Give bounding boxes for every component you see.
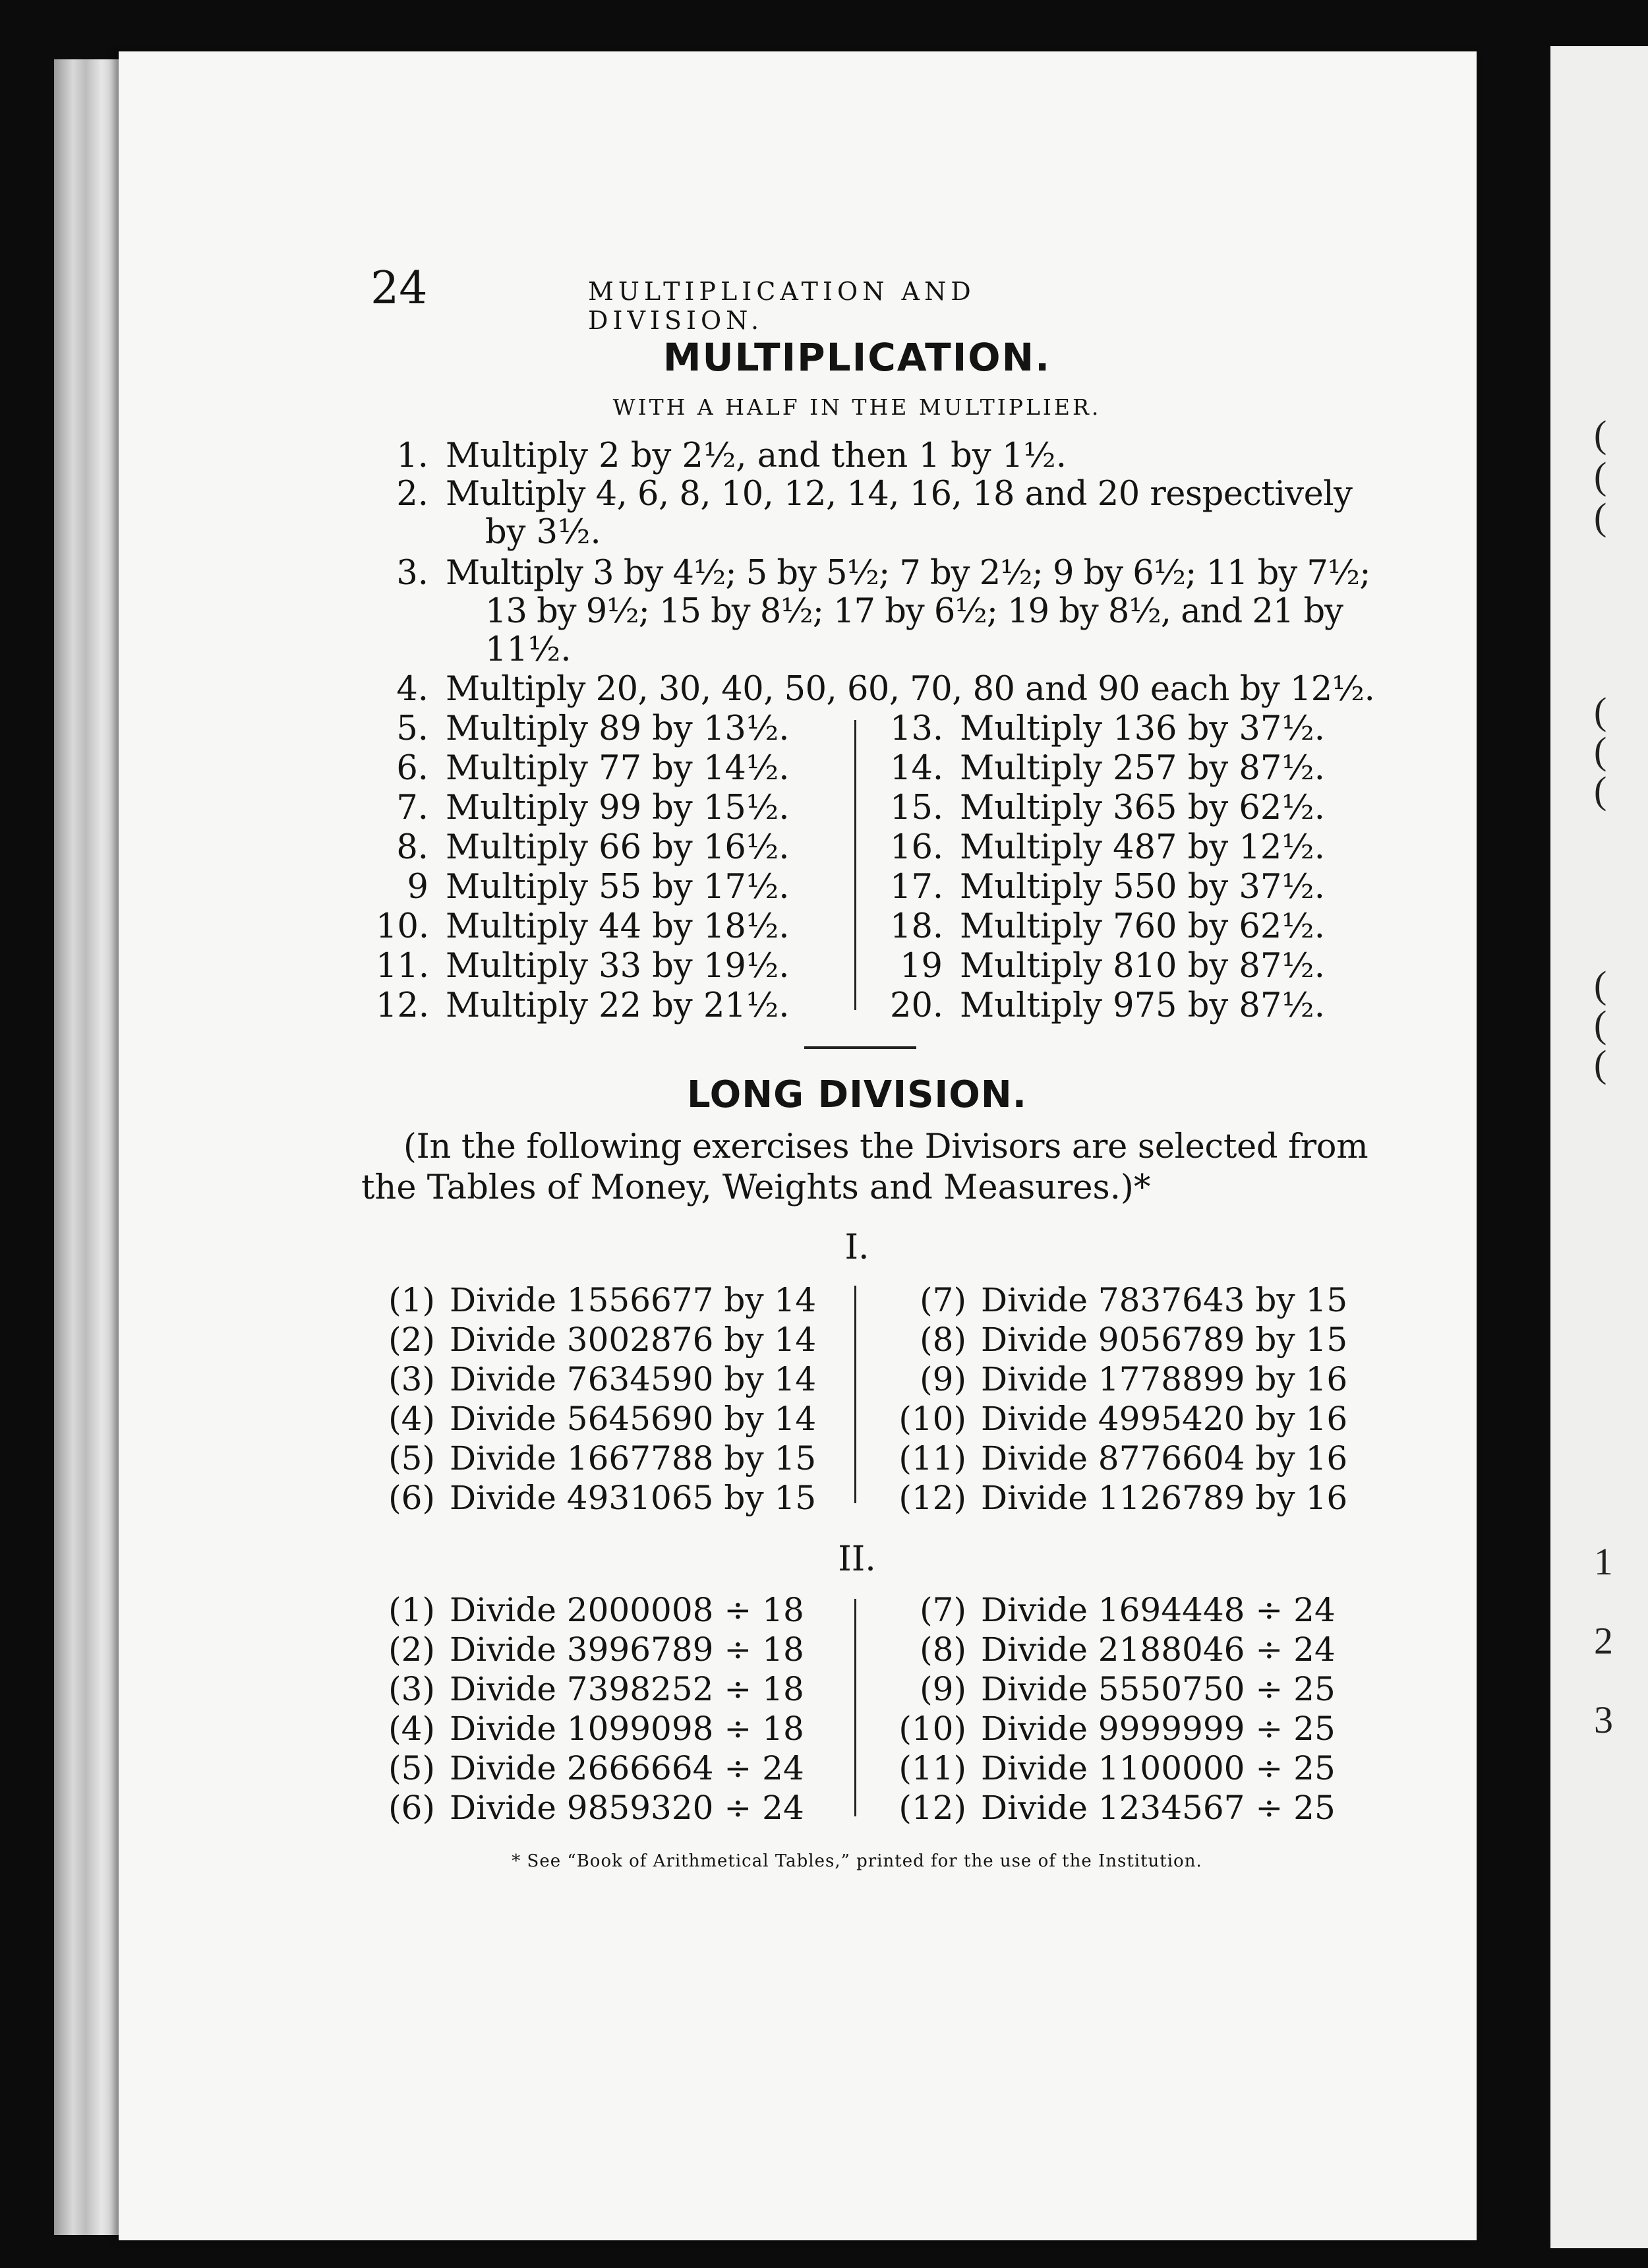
exercise-line bbox=[376, 670, 1374, 709]
section-title-long-division: LONG DIVISION. bbox=[686, 1073, 1028, 1116]
exercise-text: by 3½. bbox=[485, 513, 601, 552]
exercise-label: (5) bbox=[388, 1749, 435, 1787]
division-exercise bbox=[887, 1709, 1336, 1748]
exercise-text: Multiply 550 by 37½. bbox=[960, 868, 1325, 907]
exercise-text: Divide 1556677 by 14 bbox=[450, 1281, 817, 1319]
exercise-label: (8) bbox=[920, 1321, 966, 1359]
division-exercise bbox=[887, 1320, 1347, 1359]
exercise-text: Multiply 55 by 17½. bbox=[446, 868, 790, 907]
division-exercise bbox=[887, 1590, 1336, 1630]
exercise-text: Divide 4995420 by 16 bbox=[981, 1400, 1348, 1438]
exercise-text: Multiply 975 by 87½. bbox=[960, 986, 1325, 1025]
exercise-text: Multiply 20, 30, 40, 50, 60, 70, 80 and 90 each by 12½. bbox=[446, 670, 1375, 709]
division-exercise bbox=[356, 1669, 804, 1709]
exercise-text: Divide 7634590 by 14 bbox=[450, 1360, 817, 1398]
margin-mark: ( bbox=[1594, 1003, 1607, 1046]
division-exercise bbox=[356, 1478, 816, 1518]
exercise-label: (12) bbox=[898, 1789, 966, 1827]
intro-text: the Tables of Money, Weights and Measures.)* bbox=[361, 1168, 1151, 1207]
margin-mark: ( bbox=[1594, 413, 1607, 456]
exercise-text: Divide 1234567 ÷ 25 bbox=[981, 1789, 1336, 1827]
exercise-number: 19 bbox=[900, 947, 943, 986]
exercise-text: Divide 3002876 by 14 bbox=[450, 1321, 817, 1359]
exercise-text: Multiply 44 by 18½. bbox=[446, 907, 790, 946]
division-exercise bbox=[887, 1280, 1347, 1320]
exercise-text: Multiply 365 by 62½. bbox=[960, 789, 1325, 827]
exercise-text: Divide 1778899 by 16 bbox=[981, 1360, 1348, 1398]
exercise-text: Multiply 66 by 16½. bbox=[446, 828, 790, 867]
exercise-label: (9) bbox=[920, 1360, 966, 1398]
exercise-number: 14. bbox=[890, 749, 944, 788]
exercise-label: (1) bbox=[388, 1591, 435, 1629]
exercise-line bbox=[890, 709, 1325, 749]
section-title-multiplication: MULTIPLICATION. bbox=[662, 335, 1051, 380]
exercise-label: (1) bbox=[388, 1281, 435, 1319]
exercise-label: (4) bbox=[388, 1710, 435, 1748]
exercise-number: 8. bbox=[396, 828, 428, 867]
division-exercise bbox=[887, 1359, 1347, 1399]
exercise-text: Divide 9056789 by 15 bbox=[981, 1321, 1348, 1359]
column-divider bbox=[854, 1599, 856, 1816]
exercise-number: 17. bbox=[890, 868, 944, 907]
exercise-number: 1. bbox=[396, 436, 428, 475]
exercise-text: Divide 9999999 ÷ 25 bbox=[981, 1710, 1336, 1748]
exercise-text: Multiply 2 by 2½, and then 1 by 1½. bbox=[446, 436, 1067, 475]
exercise-line bbox=[890, 907, 1325, 947]
division-exercise bbox=[887, 1478, 1347, 1518]
exercise-label: (3) bbox=[388, 1670, 435, 1708]
exercise-label: (12) bbox=[898, 1479, 966, 1517]
exercise-number: 16. bbox=[890, 828, 944, 867]
exercise-text: Multiply 257 by 87½. bbox=[960, 749, 1325, 788]
exercise-text: Multiply 760 by 62½. bbox=[960, 907, 1325, 946]
exercise-text: Divide 1126789 by 16 bbox=[981, 1479, 1348, 1517]
exercise-number: 18. bbox=[890, 907, 944, 946]
margin-mark: 3 bbox=[1594, 1698, 1613, 1741]
exercise-text: Divide 2666664 ÷ 24 bbox=[450, 1749, 804, 1787]
exercise-number: 11. bbox=[376, 947, 430, 986]
division-exercise bbox=[356, 1439, 816, 1478]
margin-mark: ( bbox=[1594, 963, 1607, 1006]
margin-mark: ( bbox=[1594, 454, 1607, 497]
exercise-number: 13. bbox=[890, 709, 944, 748]
exercise-text: Multiply 33 by 19½. bbox=[446, 947, 790, 986]
exercise-text: Multiply 77 by 14½. bbox=[446, 749, 790, 788]
exercise-number: 3. bbox=[396, 554, 428, 593]
page-header bbox=[370, 262, 1162, 335]
division-exercise bbox=[356, 1399, 816, 1439]
exercise-number: 12. bbox=[376, 986, 430, 1025]
exercise-label: (8) bbox=[920, 1630, 966, 1669]
exercise-line bbox=[376, 749, 789, 789]
exercise-text: Divide 9859320 ÷ 24 bbox=[450, 1789, 804, 1827]
exercise-label: (6) bbox=[388, 1789, 435, 1827]
margin-mark: ( bbox=[1594, 729, 1607, 772]
exercise-label: (10) bbox=[898, 1400, 966, 1438]
margin-mark: ( bbox=[1594, 495, 1607, 538]
column-divider bbox=[854, 720, 856, 1010]
margin-mark: 2 bbox=[1594, 1619, 1613, 1662]
division-exercise bbox=[356, 1590, 804, 1630]
exercise-number: 2. bbox=[396, 475, 428, 514]
exercise-text: Multiply 22 by 21½. bbox=[446, 986, 790, 1025]
exercise-line bbox=[376, 436, 1067, 476]
division-exercise bbox=[887, 1748, 1336, 1788]
margin-mark: ( bbox=[1594, 769, 1607, 812]
exercise-number: 6. bbox=[396, 749, 428, 788]
exercise-line bbox=[890, 749, 1325, 789]
division-exercise bbox=[356, 1709, 804, 1748]
exercise-text: Multiply 136 by 37½. bbox=[960, 709, 1325, 748]
exercise-label: (6) bbox=[388, 1479, 435, 1517]
exercise-text: Divide 8776604 by 16 bbox=[981, 1439, 1348, 1477]
exercise-label: (2) bbox=[388, 1321, 435, 1359]
division-exercise bbox=[356, 1320, 816, 1359]
section-separator bbox=[804, 1046, 916, 1049]
exercise-label: (2) bbox=[388, 1630, 435, 1669]
exercise-line bbox=[890, 828, 1325, 868]
exercise-text: Divide 7837643 by 15 bbox=[981, 1281, 1348, 1319]
exercise-line bbox=[376, 828, 789, 868]
exercise-label: (4) bbox=[388, 1400, 435, 1438]
exercise-line bbox=[376, 475, 1352, 514]
exercise-text: Divide 7398252 ÷ 18 bbox=[450, 1670, 804, 1708]
exercise-number: 4. bbox=[396, 670, 428, 709]
exercise-text: Divide 3996789 ÷ 18 bbox=[450, 1630, 804, 1669]
exercise-line bbox=[376, 630, 572, 670]
exercise-text: Divide 4931065 by 15 bbox=[450, 1479, 817, 1517]
margin-mark: 1 bbox=[1594, 1540, 1613, 1583]
exercise-number: 5. bbox=[396, 709, 428, 748]
exercise-line bbox=[376, 554, 1370, 593]
division-exercise bbox=[356, 1788, 804, 1828]
exercise-number: 15. bbox=[890, 789, 944, 827]
division-exercise bbox=[887, 1630, 1336, 1669]
exercise-number: 7. bbox=[396, 789, 428, 827]
exercise-label: (3) bbox=[388, 1360, 435, 1398]
exercise-text: Multiply 487 by 12½. bbox=[960, 828, 1325, 867]
exercise-text: Divide 2000008 ÷ 18 bbox=[450, 1591, 804, 1629]
exercise-text: 13 by 9½; 15 by 8½; 17 by 6½; 19 by 8½, and 21 by bbox=[485, 592, 1343, 631]
column-divider bbox=[854, 1286, 856, 1503]
exercise-text: Divide 2188046 ÷ 24 bbox=[981, 1630, 1336, 1669]
exercise-line bbox=[376, 789, 789, 828]
exercise-text: Divide 1694448 ÷ 24 bbox=[981, 1591, 1336, 1629]
exercise-number: 20. bbox=[890, 986, 944, 1025]
exercise-line bbox=[376, 986, 789, 1026]
subsection-label: II. bbox=[838, 1539, 876, 1579]
subsection-label: I. bbox=[844, 1228, 869, 1267]
division-exercise bbox=[356, 1359, 816, 1399]
division-exercise bbox=[887, 1788, 1336, 1828]
exercise-label: (11) bbox=[898, 1749, 966, 1787]
exercise-text: Divide 5550750 ÷ 25 bbox=[981, 1670, 1336, 1708]
exercise-text: Multiply 99 by 15½. bbox=[446, 789, 790, 827]
facing-page-strip bbox=[1550, 46, 1648, 2248]
exercise-line bbox=[890, 947, 1325, 986]
exercise-text: Divide 1099098 ÷ 18 bbox=[450, 1710, 804, 1748]
exercise-text: Multiply 810 by 87½. bbox=[960, 947, 1325, 986]
exercise-line bbox=[376, 947, 789, 986]
running-title: MULTIPLICATION AND DIVISION. bbox=[588, 277, 976, 335]
exercise-label: (11) bbox=[898, 1439, 966, 1477]
exercise-text: Multiply 89 by 13½. bbox=[446, 709, 790, 748]
division-exercise bbox=[356, 1630, 804, 1669]
exercise-text: Multiply 4, 6, 8, 10, 12, 14, 16, 18 and 20 respectively bbox=[446, 475, 1353, 514]
intro-text: (In the following exercises the Divisors are selected from bbox=[403, 1127, 1368, 1166]
exercise-number: 10. bbox=[376, 907, 430, 946]
division-exercise bbox=[887, 1439, 1347, 1478]
exercise-line bbox=[376, 709, 789, 749]
exercise-label: (10) bbox=[898, 1710, 966, 1748]
exercise-line bbox=[376, 868, 789, 907]
exercise-line bbox=[890, 789, 1325, 828]
exercise-line bbox=[890, 986, 1325, 1026]
margin-mark: ( bbox=[1594, 1042, 1607, 1085]
division-exercise bbox=[887, 1669, 1336, 1709]
page-number: 24 bbox=[370, 262, 428, 314]
exercise-number: 9 bbox=[407, 868, 428, 907]
division-exercise bbox=[356, 1280, 816, 1320]
exercise-text: Multiply 3 by 4½; 5 by 5½; 7 by 2½; 9 by 6½; 11 by 7½; bbox=[446, 554, 1370, 593]
division-exercise bbox=[356, 1748, 804, 1788]
exercise-line bbox=[376, 907, 789, 947]
exercise-line bbox=[376, 592, 1343, 632]
exercise-text: Divide 1667788 by 15 bbox=[450, 1439, 817, 1477]
exercise-label: (5) bbox=[388, 1439, 435, 1477]
exercise-label: (9) bbox=[920, 1670, 966, 1708]
exercise-label: (7) bbox=[920, 1281, 966, 1319]
exercise-line bbox=[376, 513, 601, 552]
exercise-label: (7) bbox=[920, 1591, 966, 1629]
margin-mark: ( bbox=[1594, 690, 1607, 732]
exercise-text: 11½. bbox=[485, 630, 572, 669]
footnote: * See “Book of Arithmetical Tables,” printed for the use of the Institution. bbox=[512, 1851, 1202, 1871]
exercise-line bbox=[890, 868, 1325, 907]
exercise-text: Divide 1100000 ÷ 25 bbox=[981, 1749, 1336, 1787]
exercise-text: Divide 5645690 by 14 bbox=[450, 1400, 817, 1438]
section-subtitle: WITH A HALF IN THE MULTIPLIER. bbox=[612, 394, 1102, 420]
division-exercise bbox=[887, 1399, 1347, 1439]
